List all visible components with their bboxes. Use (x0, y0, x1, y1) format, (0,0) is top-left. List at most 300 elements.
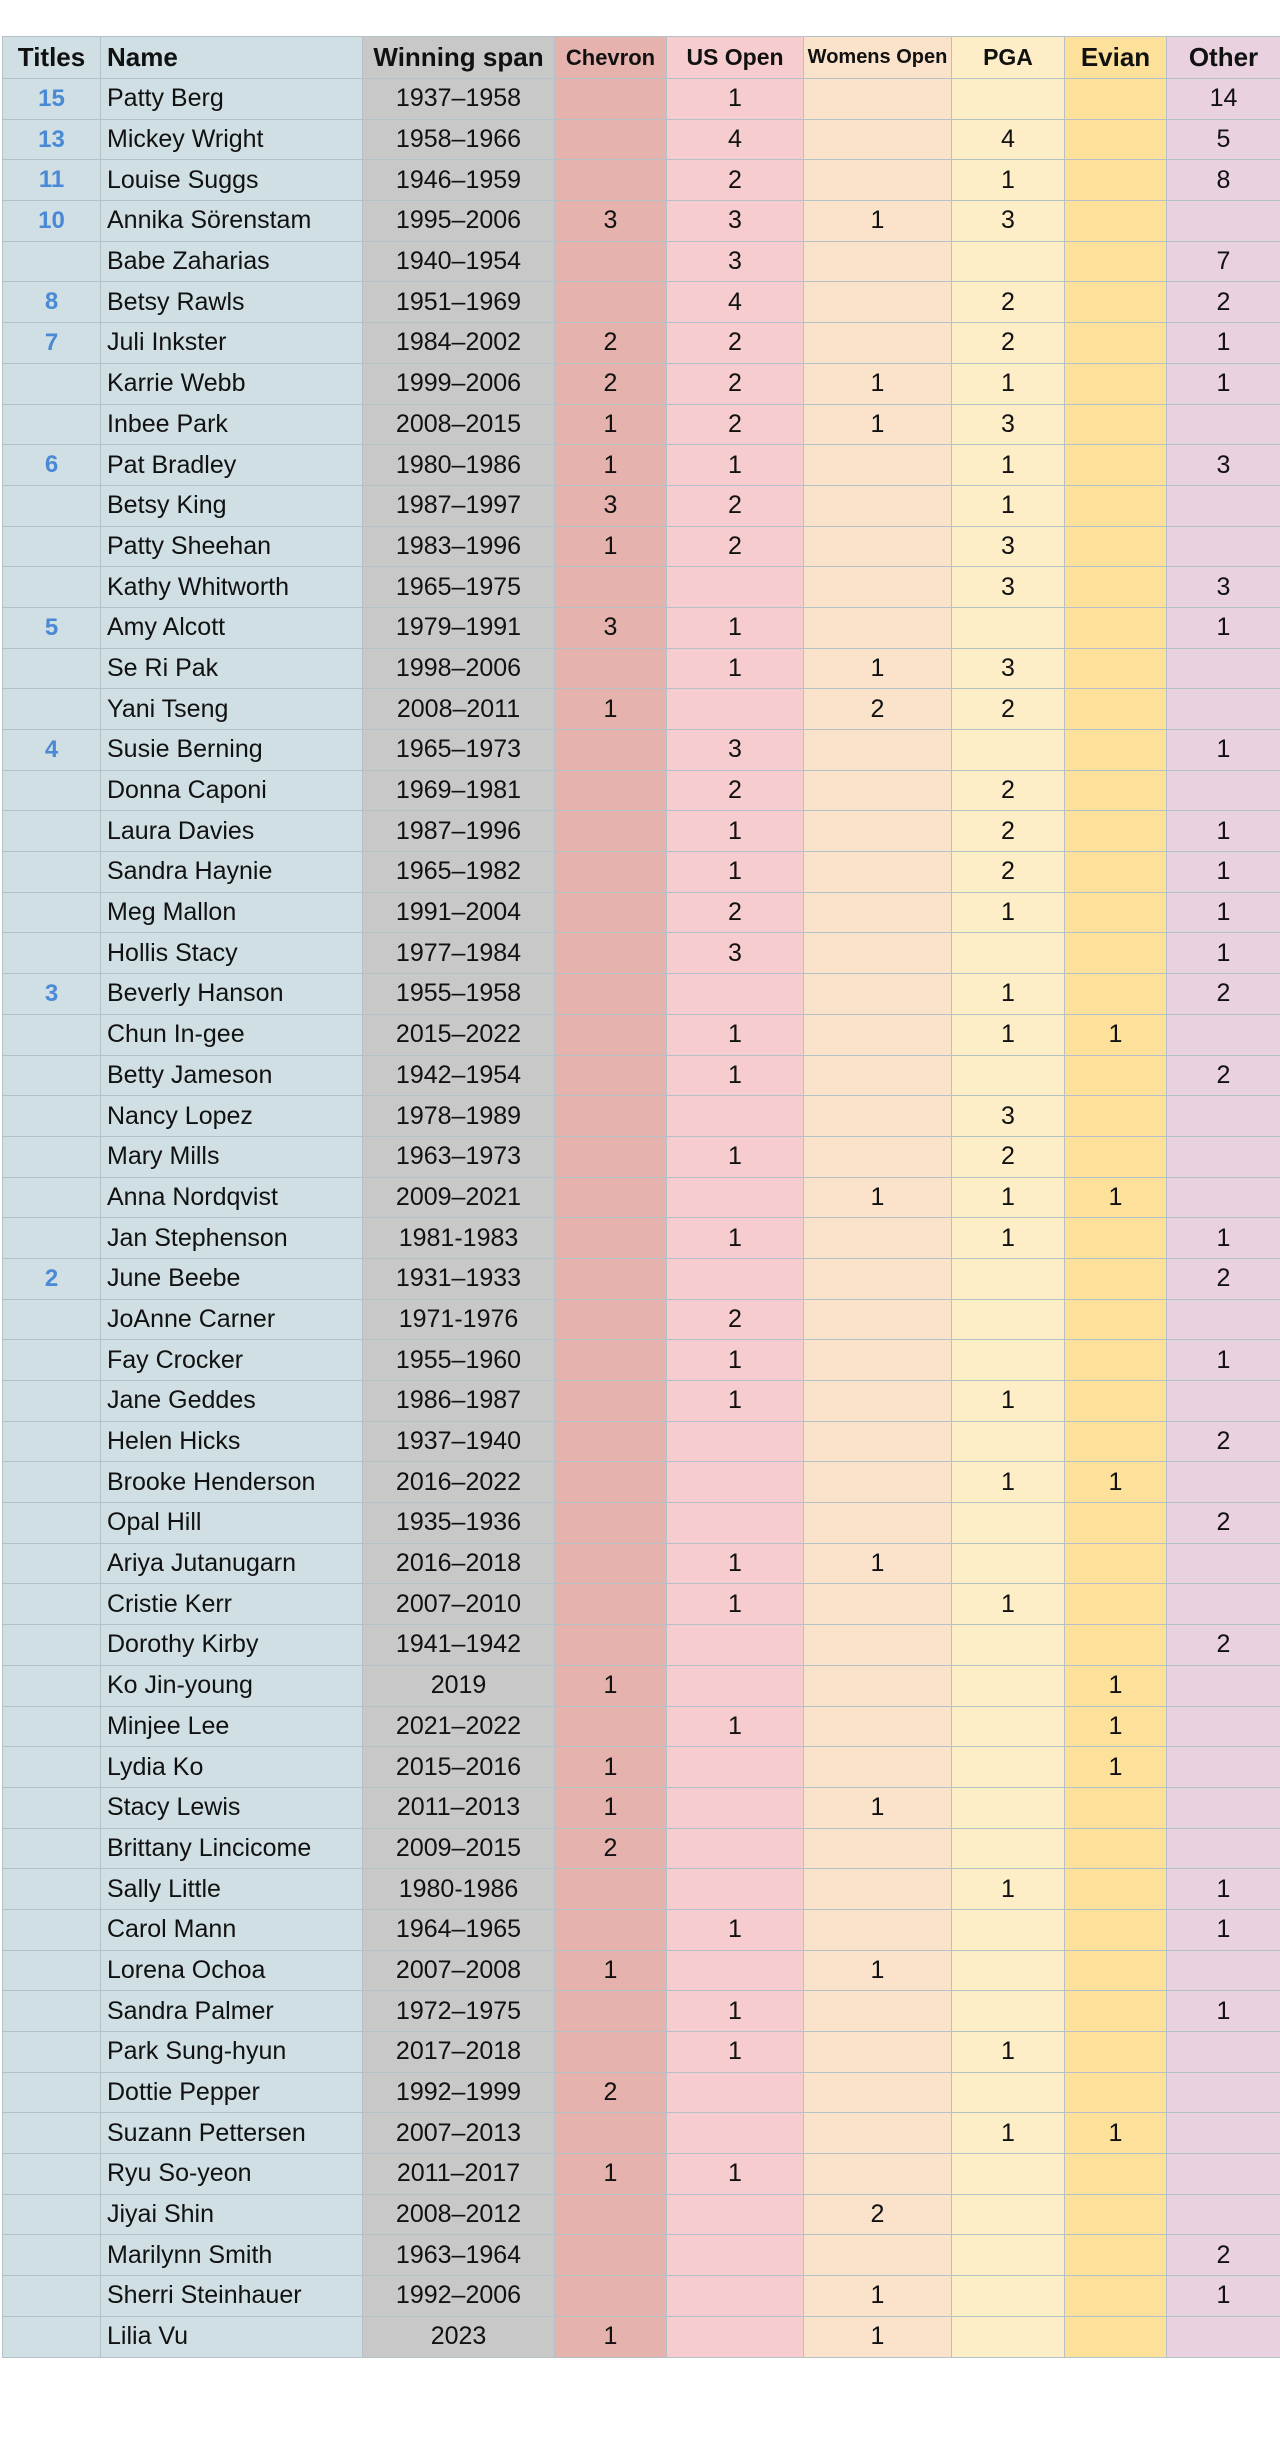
chevron-cell (555, 2032, 667, 2073)
chevron-cell: 2 (555, 2072, 667, 2113)
winning-span-cell: 1998–2006 (363, 648, 555, 689)
titles-cell (3, 1381, 101, 1422)
evian-cell (1065, 1381, 1167, 1422)
other-cell: 2 (1167, 1258, 1280, 1299)
other-cell (1167, 404, 1280, 445)
pga-cell: 1 (952, 892, 1065, 933)
titles-cell (3, 2072, 101, 2113)
titles-cell (3, 1136, 101, 1177)
womens-open-cell (804, 282, 952, 323)
us-open-cell (667, 2113, 804, 2154)
table-row (3, 1096, 1280, 1137)
womens-open-cell: 1 (804, 404, 952, 445)
chevron-cell (555, 1218, 667, 1259)
table-row (3, 282, 1280, 323)
player-name-cell: Jan Stephenson (101, 1218, 363, 1259)
evian-cell: 1 (1065, 1177, 1167, 1218)
pga-cell (952, 1625, 1065, 1666)
womens-open-cell (804, 1218, 952, 1259)
player-name-cell: Minjee Lee (101, 1706, 363, 1747)
evian-cell (1065, 648, 1167, 689)
pga-cell: 4 (952, 119, 1065, 160)
chevron-cell (555, 811, 667, 852)
titles-cell (3, 1503, 101, 1544)
titles-cell (3, 1869, 101, 1910)
player-name-cell: Helen Hicks (101, 1421, 363, 1462)
us-open-cell: 1 (667, 1909, 804, 1950)
womens-open-cell (804, 1991, 952, 2032)
evian-cell (1065, 201, 1167, 242)
pga-cell: 1 (952, 160, 1065, 201)
winning-span-cell: 1991–2004 (363, 892, 555, 933)
chevron-cell (555, 770, 667, 811)
titles-cell (3, 1828, 101, 1869)
player-name-cell: Lilia Vu (101, 2316, 363, 2357)
pga-cell: 2 (952, 282, 1065, 323)
table-row (3, 1462, 1280, 1503)
evian-cell (1065, 1543, 1167, 1584)
winning-span-cell: 1986–1987 (363, 1381, 555, 1422)
table-row (3, 1706, 1280, 1747)
winning-span-cell: 2007–2010 (363, 1584, 555, 1625)
table-row (3, 1381, 1280, 1422)
womens-open-cell (804, 2113, 952, 2154)
player-name-cell: Donna Caponi (101, 770, 363, 811)
header-row (3, 37, 1280, 79)
other-cell: 1 (1167, 1218, 1280, 1259)
womens-open-cell (804, 2032, 952, 2073)
winning-span-cell: 2015–2016 (363, 1747, 555, 1788)
pga-cell (952, 933, 1065, 974)
pga-cell: 1 (952, 1014, 1065, 1055)
winning-span-cell: 2016–2022 (363, 1462, 555, 1503)
us-open-cell: 1 (667, 445, 804, 486)
evian-cell (1065, 1787, 1167, 1828)
table-row (3, 241, 1280, 282)
titles-cell (3, 1625, 101, 1666)
winning-span-cell: 1987–1996 (363, 811, 555, 852)
womens-open-cell (804, 1747, 952, 1788)
table-row (3, 1543, 1280, 1584)
evian-cell (1065, 2072, 1167, 2113)
womens-open-cell (804, 160, 952, 201)
chevron-cell (555, 160, 667, 201)
player-name-cell: Inbee Park (101, 404, 363, 445)
other-cell (1167, 2072, 1280, 2113)
evian-cell (1065, 404, 1167, 445)
player-name-cell: Laura Davies (101, 811, 363, 852)
chevron-cell (555, 1258, 667, 1299)
us-open-cell: 3 (667, 241, 804, 282)
evian-cell: 1 (1065, 1665, 1167, 1706)
header-chevron: Chevron (555, 37, 667, 79)
winning-span-cell: 2011–2017 (363, 2154, 555, 2195)
table-row (3, 892, 1280, 933)
titles-cell: 5 (3, 607, 101, 648)
winning-span-cell: 1983–1996 (363, 526, 555, 567)
chevron-cell (555, 1096, 667, 1137)
us-open-cell: 2 (667, 485, 804, 526)
winning-span-cell: 2015–2022 (363, 1014, 555, 1055)
womens-open-cell: 1 (804, 1950, 952, 1991)
chevron-cell (555, 1136, 667, 1177)
titles-cell (3, 2113, 101, 2154)
chevron-cell: 1 (555, 1747, 667, 1788)
evian-cell (1065, 2194, 1167, 2235)
evian-cell (1065, 730, 1167, 771)
other-cell: 3 (1167, 445, 1280, 486)
chevron-cell (555, 1299, 667, 1340)
other-cell (1167, 1747, 1280, 1788)
us-open-cell (667, 1462, 804, 1503)
titles-cell (3, 1991, 101, 2032)
winning-span-cell: 1984–2002 (363, 323, 555, 364)
pga-cell: 1 (952, 1381, 1065, 1422)
other-cell (1167, 1136, 1280, 1177)
us-open-cell: 1 (667, 811, 804, 852)
womens-open-cell: 1 (804, 648, 952, 689)
winning-span-cell: 1942–1954 (363, 1055, 555, 1096)
us-open-cell: 1 (667, 1136, 804, 1177)
us-open-cell (667, 1828, 804, 1869)
womens-open-cell (804, 119, 952, 160)
us-open-cell: 1 (667, 1706, 804, 1747)
us-open-cell: 1 (667, 852, 804, 893)
evian-cell (1065, 1869, 1167, 1910)
us-open-cell (667, 974, 804, 1015)
titles-cell (3, 1299, 101, 1340)
other-cell (1167, 1584, 1280, 1625)
pga-cell (952, 1543, 1065, 1584)
table-row (3, 730, 1280, 771)
chevron-cell (555, 648, 667, 689)
player-name-cell: Se Ri Pak (101, 648, 363, 689)
evian-cell (1065, 363, 1167, 404)
chevron-cell (555, 2194, 667, 2235)
player-name-cell: Babe Zaharias (101, 241, 363, 282)
us-open-cell: 4 (667, 282, 804, 323)
chevron-cell (555, 79, 667, 120)
titles-cell (3, 811, 101, 852)
evian-cell (1065, 2154, 1167, 2195)
titles-cell (3, 2235, 101, 2276)
table-row (3, 1421, 1280, 1462)
titles-cell: 3 (3, 974, 101, 1015)
player-name-cell: Dottie Pepper (101, 2072, 363, 2113)
winning-span-cell: 2021–2022 (363, 1706, 555, 1747)
womens-open-cell (804, 933, 952, 974)
player-name-cell: Chun In-gee (101, 1014, 363, 1055)
winning-span-cell: 1995–2006 (363, 201, 555, 242)
header-name: Name (101, 37, 363, 79)
other-cell (1167, 1828, 1280, 1869)
us-open-cell (667, 2194, 804, 2235)
winning-span-cell: 1980–1986 (363, 445, 555, 486)
evian-cell (1065, 1096, 1167, 1137)
pga-cell (952, 79, 1065, 120)
winning-span-cell: 1977–1984 (363, 933, 555, 974)
pga-cell (952, 1950, 1065, 1991)
us-open-cell: 2 (667, 770, 804, 811)
pga-cell (952, 1665, 1065, 1706)
evian-cell: 1 (1065, 1014, 1167, 1055)
evian-cell (1065, 1055, 1167, 1096)
womens-open-cell (804, 1136, 952, 1177)
chevron-cell (555, 1340, 667, 1381)
evian-cell (1065, 1828, 1167, 1869)
winning-span-cell: 2008–2012 (363, 2194, 555, 2235)
us-open-cell: 1 (667, 1991, 804, 2032)
other-cell: 1 (1167, 363, 1280, 404)
us-open-cell (667, 2316, 804, 2357)
pga-cell: 3 (952, 526, 1065, 567)
player-name-cell: Anna Nordqvist (101, 1177, 363, 1218)
player-name-cell: Kathy Whitworth (101, 567, 363, 608)
winning-span-cell: 1935–1936 (363, 1503, 555, 1544)
us-open-cell (667, 2276, 804, 2317)
table-row (3, 770, 1280, 811)
us-open-cell (667, 1625, 804, 1666)
pga-cell (952, 1706, 1065, 1747)
other-cell: 1 (1167, 1991, 1280, 2032)
evian-cell: 1 (1065, 1747, 1167, 1788)
chevron-cell (555, 730, 667, 771)
titles-cell (3, 363, 101, 404)
chevron-cell (555, 1055, 667, 1096)
player-name-cell: Fay Crocker (101, 1340, 363, 1381)
evian-cell (1065, 282, 1167, 323)
pga-cell: 2 (952, 689, 1065, 730)
table-row (3, 1869, 1280, 1910)
table-row (3, 1991, 1280, 2032)
titles-cell (3, 1014, 101, 1055)
table-row (3, 689, 1280, 730)
winning-span-cell: 1971-1976 (363, 1299, 555, 1340)
titles-cell (3, 2276, 101, 2317)
player-name-cell: Jane Geddes (101, 1381, 363, 1422)
header-winning-span: Winning span (363, 37, 555, 79)
us-open-cell: 1 (667, 607, 804, 648)
player-name-cell: Lorena Ochoa (101, 1950, 363, 1991)
winning-span-cell: 1951–1969 (363, 282, 555, 323)
winning-span-cell: 2007–2013 (363, 2113, 555, 2154)
table-row (3, 607, 1280, 648)
womens-open-cell (804, 1503, 952, 1544)
player-name-cell: Park Sung-hyun (101, 2032, 363, 2073)
us-open-cell: 2 (667, 1299, 804, 1340)
other-cell: 2 (1167, 1055, 1280, 1096)
chevron-cell (555, 2276, 667, 2317)
pga-cell: 1 (952, 445, 1065, 486)
table-row (3, 323, 1280, 364)
evian-cell (1065, 1503, 1167, 1544)
table-row (3, 79, 1280, 120)
womens-open-cell (804, 445, 952, 486)
us-open-cell: 1 (667, 1381, 804, 1422)
womens-open-cell (804, 892, 952, 933)
table-row (3, 2276, 1280, 2317)
chevron-cell: 1 (555, 1787, 667, 1828)
table-row (3, 1218, 1280, 1259)
player-name-cell: Meg Mallon (101, 892, 363, 933)
other-cell (1167, 648, 1280, 689)
titles-cell (3, 2032, 101, 2073)
us-open-cell: 3 (667, 201, 804, 242)
womens-open-cell (804, 2235, 952, 2276)
evian-cell (1065, 79, 1167, 120)
us-open-cell (667, 1747, 804, 1788)
player-name-cell: June Beebe (101, 1258, 363, 1299)
player-name-cell: Marilynn Smith (101, 2235, 363, 2276)
winning-span-cell: 1978–1989 (363, 1096, 555, 1137)
titles-cell (3, 852, 101, 893)
other-cell: 1 (1167, 811, 1280, 852)
table-row (3, 160, 1280, 201)
womens-open-cell (804, 1340, 952, 1381)
table-row (3, 363, 1280, 404)
us-open-cell (667, 567, 804, 608)
player-name-cell: Brittany Lincicome (101, 1828, 363, 1869)
womens-open-cell (804, 730, 952, 771)
womens-open-cell (804, 1299, 952, 1340)
chevron-cell: 3 (555, 201, 667, 242)
titles-cell: 8 (3, 282, 101, 323)
womens-open-cell (804, 770, 952, 811)
titles-cell (3, 1462, 101, 1503)
chevron-cell (555, 1584, 667, 1625)
other-cell: 8 (1167, 160, 1280, 201)
us-open-cell: 3 (667, 933, 804, 974)
other-cell: 2 (1167, 1421, 1280, 1462)
player-name-cell: Jiyai Shin (101, 2194, 363, 2235)
other-cell (1167, 689, 1280, 730)
womens-open-cell (804, 1706, 952, 1747)
evian-cell (1065, 1218, 1167, 1259)
womens-open-cell (804, 1096, 952, 1137)
player-name-cell: Sandra Palmer (101, 1991, 363, 2032)
other-cell (1167, 2154, 1280, 2195)
winning-span-cell: 1987–1997 (363, 485, 555, 526)
player-name-cell: Opal Hill (101, 1503, 363, 1544)
chevron-cell (555, 1869, 667, 1910)
pga-cell: 3 (952, 648, 1065, 689)
pga-cell: 2 (952, 811, 1065, 852)
other-cell: 1 (1167, 2276, 1280, 2317)
us-open-cell: 2 (667, 323, 804, 364)
chevron-cell: 1 (555, 445, 667, 486)
pga-cell (952, 1421, 1065, 1462)
other-cell: 1 (1167, 607, 1280, 648)
womens-open-cell (804, 1258, 952, 1299)
chevron-cell (555, 852, 667, 893)
winning-span-cell: 1965–1973 (363, 730, 555, 771)
womens-open-cell: 1 (804, 2316, 952, 2357)
womens-open-cell (804, 79, 952, 120)
pga-cell: 1 (952, 2032, 1065, 2073)
us-open-cell: 1 (667, 1340, 804, 1381)
evian-cell (1065, 607, 1167, 648)
evian-cell (1065, 119, 1167, 160)
player-name-cell: Dorothy Kirby (101, 1625, 363, 1666)
other-cell (1167, 1381, 1280, 1422)
pga-cell (952, 2235, 1065, 2276)
chevron-cell (555, 1706, 667, 1747)
titles-cell (3, 770, 101, 811)
chevron-cell (555, 1421, 667, 1462)
player-name-cell: Louise Suggs (101, 160, 363, 201)
pga-cell: 1 (952, 1218, 1065, 1259)
chevron-cell (555, 1014, 667, 1055)
womens-open-cell (804, 607, 952, 648)
titles-cell (3, 1584, 101, 1625)
player-name-cell: Hollis Stacy (101, 933, 363, 974)
table-row (3, 1584, 1280, 1625)
player-name-cell: Suzann Pettersen (101, 2113, 363, 2154)
winning-span-cell: 1937–1958 (363, 79, 555, 120)
titles-cell (3, 1747, 101, 1788)
us-open-cell: 2 (667, 160, 804, 201)
pga-cell (952, 241, 1065, 282)
table-row (3, 1014, 1280, 1055)
chevron-cell: 3 (555, 607, 667, 648)
evian-cell (1065, 933, 1167, 974)
evian-cell (1065, 770, 1167, 811)
womens-open-cell: 1 (804, 1787, 952, 1828)
other-cell: 7 (1167, 241, 1280, 282)
titles-cell: 13 (3, 119, 101, 160)
pga-cell: 2 (952, 770, 1065, 811)
header-pga: PGA (952, 37, 1065, 79)
pga-cell (952, 2194, 1065, 2235)
winning-span-cell: 2011–2013 (363, 1787, 555, 1828)
winning-span-cell: 2019 (363, 1665, 555, 1706)
player-name-cell: Susie Berning (101, 730, 363, 771)
table-row (3, 2113, 1280, 2154)
other-cell (1167, 1014, 1280, 1055)
winning-span-cell: 1965–1982 (363, 852, 555, 893)
other-cell (1167, 1543, 1280, 1584)
winning-span-cell: 1931–1933 (363, 1258, 555, 1299)
chevron-cell (555, 2113, 667, 2154)
evian-cell (1065, 1909, 1167, 1950)
player-name-cell: Carol Mann (101, 1909, 363, 1950)
titles-cell (3, 404, 101, 445)
us-open-cell: 1 (667, 1584, 804, 1625)
table-row (3, 485, 1280, 526)
evian-cell (1065, 811, 1167, 852)
table-row (3, 1136, 1280, 1177)
other-cell (1167, 1096, 1280, 1137)
winning-span-cell: 2008–2015 (363, 404, 555, 445)
table-row (3, 1665, 1280, 1706)
other-cell (1167, 526, 1280, 567)
womens-open-cell (804, 1421, 952, 1462)
evian-cell (1065, 2032, 1167, 2073)
other-cell: 2 (1167, 282, 1280, 323)
other-cell (1167, 770, 1280, 811)
titles-cell (3, 2316, 101, 2357)
pga-cell (952, 1828, 1065, 1869)
evian-cell (1065, 1258, 1167, 1299)
chevron-cell (555, 282, 667, 323)
player-name-cell: JoAnne Carner (101, 1299, 363, 1340)
womens-open-cell: 2 (804, 2194, 952, 2235)
winning-span-cell: 2009–2021 (363, 1177, 555, 1218)
chevron-cell (555, 1462, 667, 1503)
winning-span-cell: 1963–1973 (363, 1136, 555, 1177)
titles-cell (3, 892, 101, 933)
other-cell (1167, 1950, 1280, 1991)
